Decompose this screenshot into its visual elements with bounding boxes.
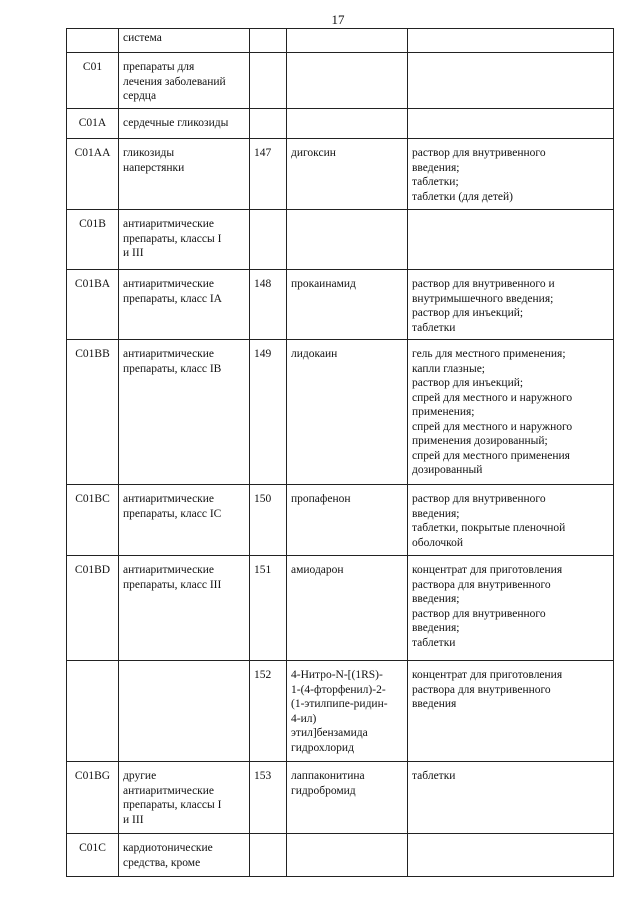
atc-code-cell: C01BC [67,485,119,556]
atc-group-cell [119,834,250,877]
drug-name-cell [287,340,408,485]
atc-group-cell-line: препараты, классы I [123,232,222,245]
dosage-forms-cell [408,270,614,340]
dosage-forms-cell-line: таблетки (для детей) [412,190,513,203]
drug-name-cell [287,210,408,270]
drug-name-cell [287,556,408,661]
dosage-forms-cell [408,661,614,762]
table-row [67,661,614,762]
atc-group-cell-line: кардиотонические [123,842,213,854]
atc-group-cell-line: антиаритмические [123,218,215,230]
atc-group-cell-line: антиаритмические [123,493,215,505]
atc-group-cell-line: другие [123,770,157,782]
table-row [67,340,614,485]
atc-group-cell [119,556,250,661]
atc-code-cell: C01C [67,834,119,877]
dosage-forms-cell-line: применения дозированный; [412,435,548,447]
atc-code-cell: C01BD [67,556,119,661]
drug-name-cell-line: гидробромид [291,784,356,797]
table-row [67,29,614,53]
dosage-forms-cell-line: раствора для внутривенного [412,683,551,696]
drug-name-cell [287,29,408,53]
item-number-cell: 148 [250,270,287,340]
dosage-forms-cell-line: раствор для инъекций; [412,307,524,319]
item-number-cell [250,29,287,53]
atc-group-cell-line: средства, кроме [123,856,201,869]
drug-name-cell-line: амиодарон [291,564,344,576]
dosage-forms-cell-line: раствора для внутривенного [412,578,551,591]
table-row [67,109,614,139]
table-row [67,834,614,877]
drug-name-cell-line: лидокаин [291,348,338,360]
atc-group-cell-line: гликозиды [123,147,175,159]
atc-group-cell [119,53,250,109]
atc-code-cell: C01BG [67,762,119,834]
atc-group-cell-line: система [123,32,162,44]
atc-group-cell-line: препараты для [123,61,195,73]
atc-code-cell [67,661,119,762]
atc-group-cell [119,762,250,834]
atc-code-cell: C01BA [67,270,119,340]
atc-group-cell-line: антиаритмические [123,784,215,797]
dosage-forms-cell [408,556,614,661]
atc-code-cell [67,29,119,53]
atc-group-cell-line: антиаритмические [123,564,215,576]
atc-group-cell-line: антиаритмические [123,278,215,290]
dosage-forms-cell-line: дозированный [412,464,483,476]
dosage-forms-cell-line: спрей для местного применения [412,449,570,462]
drug-name-cell-line: 4-ил) [291,712,317,725]
drug-name-cell [287,661,408,762]
dosage-forms-cell-line: раствор для внутривенного и [412,278,555,290]
atc-group-cell-line: лечения заболеваний [123,75,226,88]
page-number: 17 [331,12,345,27]
atc-group-cell [119,29,250,53]
dosage-forms-cell [408,485,614,556]
atc-group-cell [119,340,250,485]
dosage-forms-cell [408,53,614,109]
dosage-forms-cell-line: гель для местного применения; [412,348,566,360]
drug-name-cell-line: дигоксин [291,147,336,159]
dosage-forms-cell-line: раствор для внутривенного [412,607,546,620]
atc-group-cell-line: антиаритмические [123,348,215,360]
atc-group-cell [119,139,250,210]
table-row [67,556,614,661]
atc-group-cell [119,661,250,762]
drug-name-cell [287,139,408,210]
item-number-cell: 149 [250,340,287,485]
atc-group-cell [119,210,250,270]
atc-group-cell-line: препараты, класс IA [123,292,222,305]
dosage-forms-cell [408,109,614,139]
dosage-forms-cell-line: введения; [412,593,460,605]
dosage-forms-cell-line: спрей для местного и наружного [412,391,573,404]
dosage-forms-cell-line: введения; [412,507,460,520]
item-number-cell [250,109,287,139]
atc-group-cell-line: и III [123,813,144,826]
drug-name-cell-line: 1-(4-фторфенил)-2- [291,683,386,696]
dosage-forms-cell-line: применения; [412,406,475,418]
atc-group-cell-line: препараты, классы I [123,799,222,811]
drug-name-cell [287,53,408,109]
dosage-forms-cell-line: таблетки [412,770,456,782]
table-row [67,270,614,340]
item-number-cell: 150 [250,485,287,556]
table-row [67,139,614,210]
dosage-forms-cell-line: концентрат для приготовления [412,669,563,681]
atc-group-cell-line: наперстянки [123,161,185,174]
dosage-forms-cell [408,210,614,270]
item-number-cell: 151 [250,556,287,661]
table-row [67,210,614,270]
dosage-forms-cell-line: раствор для внутривенного [412,493,546,505]
dosage-forms-cell-line: таблетки [412,636,456,649]
drug-name-cell-line: пропафенон [291,493,351,505]
item-number-cell [250,834,287,877]
atc-group-cell-line: препараты, класс III [123,578,222,591]
drug-name-cell [287,834,408,877]
drug-name-cell-line: гидрохлорид [291,741,354,754]
atc-group-cell [119,109,250,139]
dosage-forms-cell [408,139,614,210]
drug-name-cell-line: лаппаконитина [291,770,365,782]
atc-code-cell: C01AA [67,139,119,210]
atc-code-cell: C01 [67,53,119,109]
drug-name-cell-line: 4-Нитро-N-[(1RS)- [291,669,383,681]
item-number-cell: 147 [250,139,287,210]
atc-code-cell: C01A [67,109,119,139]
dosage-forms-cell-line: таблетки; [412,176,459,188]
dosage-forms-cell [408,762,614,834]
dosage-forms-cell-line: внутримышечного введения; [412,292,554,305]
dosage-forms-cell-line: раствор для внутривенного [412,147,546,159]
atc-group-cell-line: и III [123,247,144,259]
item-number-cell [250,53,287,109]
dosage-forms-cell-line: спрей для местного и наружного [412,420,573,433]
item-number-cell: 153 [250,762,287,834]
item-number-cell [250,210,287,270]
drug-name-cell-line: этил]бензамида [291,727,368,739]
drug-name-cell [287,109,408,139]
atc-group-cell [119,270,250,340]
atc-group-cell-line: препараты, класс IB [123,362,222,375]
table-row [67,53,614,109]
dosage-forms-cell-line: введения; [412,161,460,174]
medications-table [66,28,614,877]
dosage-forms-cell-line: введения [412,698,457,710]
drug-name-cell-line: (1-этилпипе-ридин- [291,698,388,710]
atc-group-cell [119,485,250,556]
dosage-forms-cell [408,340,614,485]
dosage-forms-cell-line: таблетки, покрытые пленочной [412,522,566,534]
dosage-forms-cell-line: капли глазные; [412,362,485,375]
drug-name-cell [287,485,408,556]
drug-name-cell [287,762,408,834]
atc-group-cell-line: сердца [123,90,157,102]
dosage-forms-cell-line: введения; [412,622,460,634]
table-row [67,762,614,834]
item-number-cell: 152 [250,661,287,762]
atc-group-cell-line: сердечные гликозиды [123,117,229,129]
table-row [67,485,614,556]
atc-code-cell: C01B [67,210,119,270]
drug-name-cell-line: прокаинамид [291,278,356,290]
dosage-forms-cell-line: оболочкой [412,536,464,549]
drug-name-cell [287,270,408,340]
atc-code-cell: C01BB [67,340,119,485]
dosage-forms-cell-line: концентрат для приготовления [412,564,563,576]
dosage-forms-cell-line: раствор для инъекций; [412,377,524,389]
atc-group-cell-line: препараты, класс IC [123,507,222,520]
dosage-forms-cell [408,834,614,877]
dosage-forms-cell-line: таблетки [412,321,456,334]
dosage-forms-cell [408,29,614,53]
